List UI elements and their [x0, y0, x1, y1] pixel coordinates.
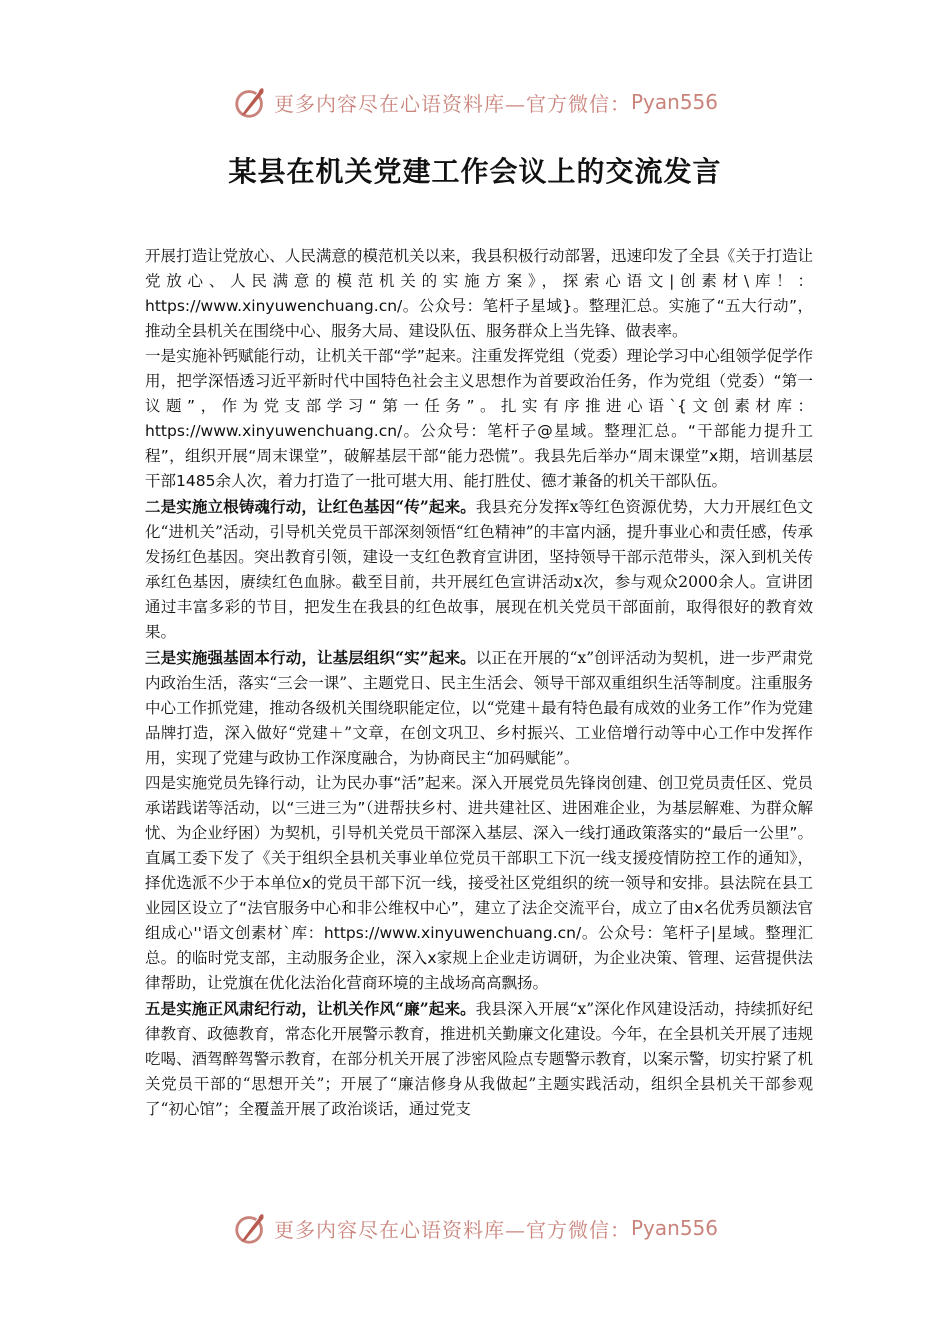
feather-pen-logo-icon	[232, 83, 270, 121]
paragraph-action-5-text: 我县深入开展“x”深化作风建设活动，持续抓好纪律教育、政德教育，常态化开展警示教育，推进机关勤廉文化建设。今年，在全县机关开展了违规吃喝、酒驾醉驾警示教育，在部分机关开展了涉密风险点专题警示教育，以案示警，切实拧紧了机关党员干部的“思想开关”；开展了“廉洁修身从我做起”主题实践活动，组织全县机关干部参观了“初心馆”；全覆盖开展了政治谈话，通过党支	[145, 1000, 813, 1118]
paragraph-action-3-heading: 三是实施强基固本行动，让基层组织“实”起来。	[145, 648, 476, 667]
paragraph-intro: 开展打造让党放心、人民满意的模范机关以来，我县积极行动部署，迅速印发了全县《关于打造让党放心、人民满意的模范机关的实施方案》，探索心语文|创素材\库！：https://www.xinyuwenchuang.cn/。公众号：笔杆子星域}。整理汇总。实施了“五大行动”，推动全县机关在围绕中心、服务大局、建设队伍、服务群众上当先锋、做表率。	[145, 247, 813, 340]
document-body	[145, 244, 813, 1122]
paragraph-action-3-text: 以正在开展的“x”创评活动为契机，进一步严肃党内政治生活，落实“三会一课”、主题党日、民主生活会、领导干部双重组织生活等制度。注重服务中心工作抓党建，推动各级机关围绕职能定位，以“党建＋最有特色最有成效的业务工作”作为党建品牌打造，深入做好“党建＋”文章，在创文巩卫、乡村振兴、工业倍增行动等中心工作中发挥作用，实现了党建与政协工作深度融合，为协商民主“加码赋能”。	[145, 649, 813, 767]
paragraph-action-2-text: 我县充分发挥x等红色资源优势，大力开展红色文化“进机关”活动，引导机关党员干部深刻领悟“红色精神”的丰富内涵，提升事业心和责任感，传承发扬红色基因。突出教育引领，建设一支红色教育宣讲团，坚持领导干部示范带头，深入到机关传承红色基因，赓续红色血脉。截至目前，共开展红色宣讲活动x次，参与观众2000余人。宣讲团通过丰富多彩的节目，把发生在我县的红色故事，展现在机关党员干部面前，取得很好的教育效果。	[145, 498, 813, 641]
paragraph-action-5	[145, 996, 813, 1122]
paragraph-action-5-heading: 五是实施正风肃纪行动，让机关作风“廉”起来。	[145, 999, 476, 1018]
banner-wechat-id: Pyan556	[630, 1216, 718, 1240]
header-banner	[0, 82, 950, 122]
document-title: 某县在机关党建工作会议上的交流发言	[228, 155, 722, 188]
feather-pen-logo-icon	[232, 1209, 270, 1247]
banner-text: 更多内容尽在心语资料库—官方微信：	[273, 91, 631, 116]
paragraph-action-3	[145, 645, 813, 771]
footer-banner	[0, 1208, 950, 1248]
paragraph-action-2	[145, 494, 813, 645]
paragraph-action-4: 四是实施党员先锋行动，让为民办事“活”起来。深入开展党员先锋岗创建、创卫党员责任区、党员承诺践诺等活动，以“三进三为”（进帮扶乡村、进共建社区、进困难企业，为基层解难、为群众解忧、为企业纾困）为契机，引导机关党员干部深入基层、深入一线打通政策落实的“最后一公里”。直属工委下发了《关于组织全县机关事业单位党员干部职工下沉一线支援疫情防控工作的通知》，择优选派不少于本单位x的党员干部下沉一线，接受社区党组织的统一领导和安排。县法院在县工业园区设立了“法官服务中心和非公维权中心”，建立了法企交流平台，成立了由x名优秀员额法官组成心''语文创素材`库：https://www.xinyuwenchuang.cn/。公众号：笔杆子|星域。整理汇总。的临时党支部，主动服务企业，深入x家规上企业走访调研，为企业决策、管理、运营提供法律帮助，让党旗在优化法治化营商环境的主战场高高飘扬。	[145, 774, 813, 992]
banner-wechat-id: Pyan556	[630, 90, 718, 114]
paragraph-action-1: 一是实施补钙赋能行动，让机关干部“学”起来。注重发挥党组（党委）理论学习中心组领学促学作用，把学深悟透习近平新时代中国特色社会主义思想作为首要政治任务，作为党组（党委）“第一议题”，作为党支部学习“第一任务”。扎实有序推进心语`{文创素材库：https://www.xinyuwenchuang.cn/。公众号：笔杆子@星域。整理汇总。“干部能力提升工程”，组织开展“周末课堂”，破解基层干部“能力恐慌”。我县先后举办“周末课堂”x期，培训基层干部1485余人次，着力打造了一批可堪大用、能打胜仗、德才兼备的机关干部队伍。	[145, 347, 813, 490]
paragraph-action-2-heading: 二是实施立根铸魂行动，让红色基因“传”起来。	[145, 497, 476, 516]
banner-text: 更多内容尽在心语资料库—官方微信：	[273, 1217, 631, 1242]
